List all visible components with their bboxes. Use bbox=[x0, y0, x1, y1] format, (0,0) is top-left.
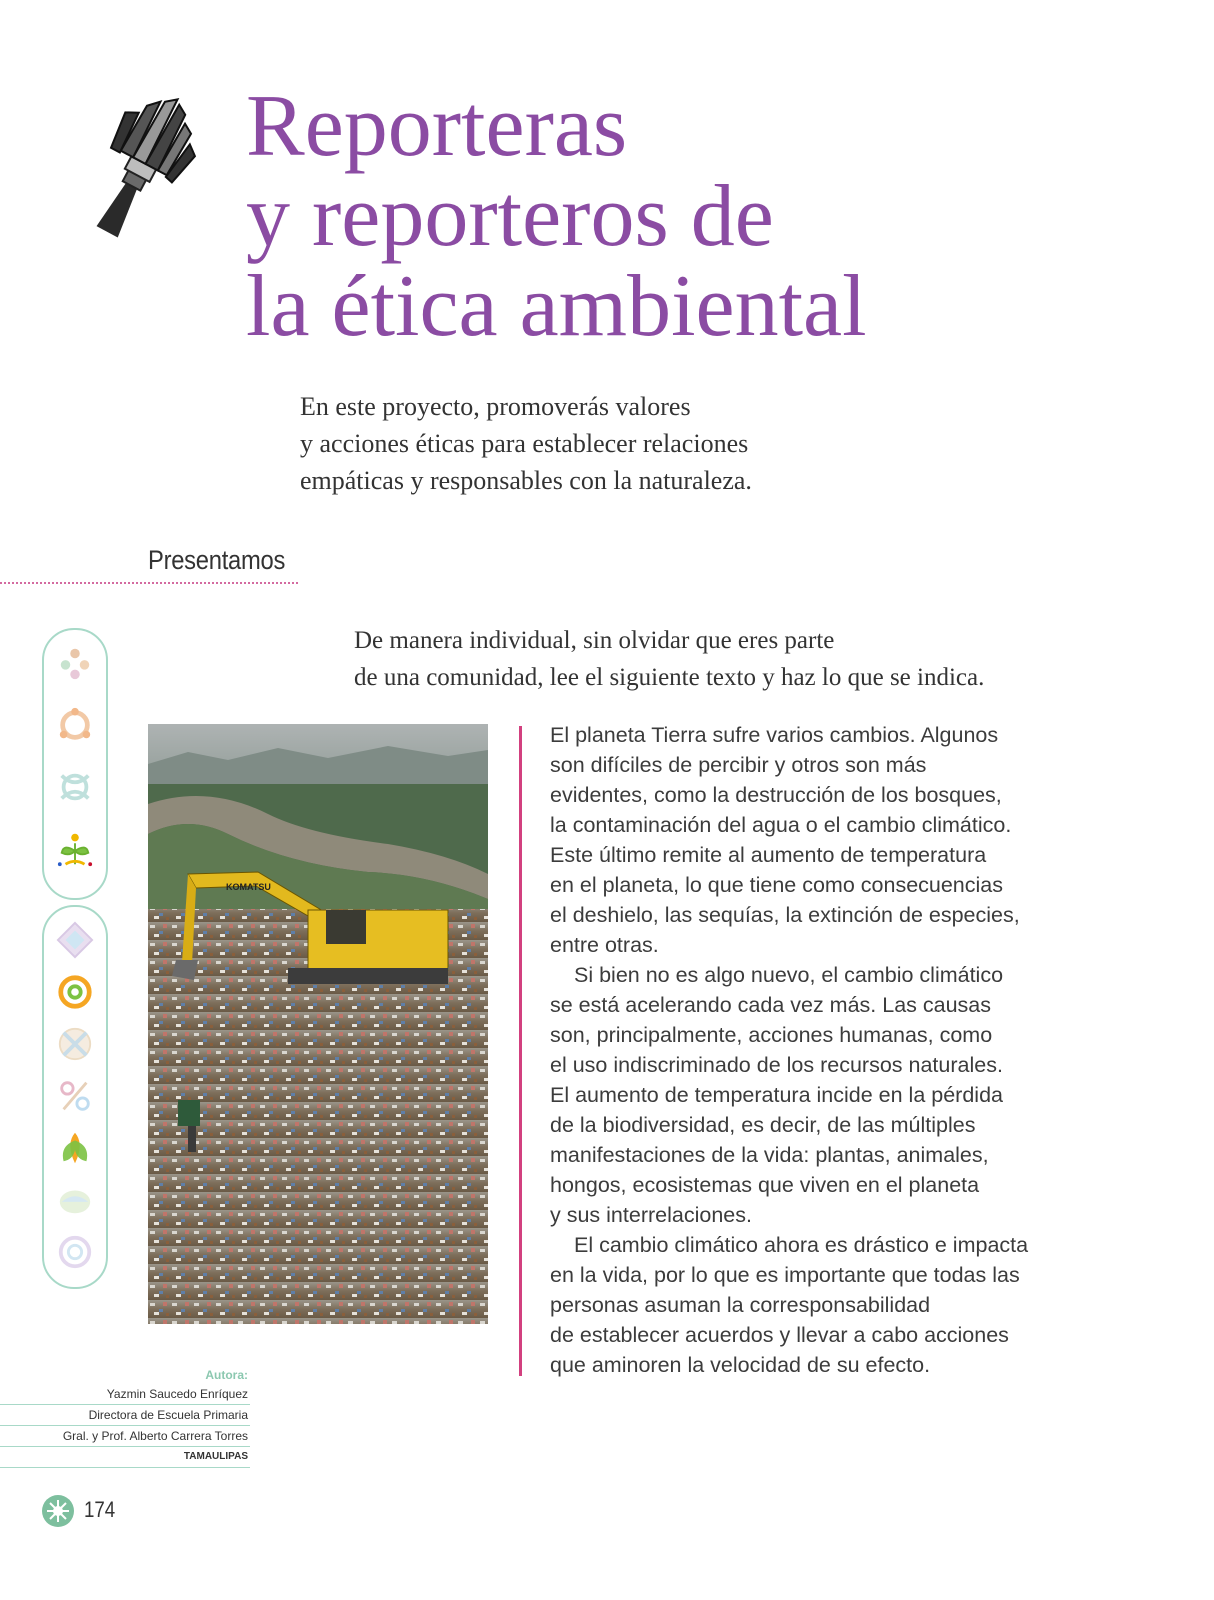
title-line-3: la ética ambiental bbox=[246, 258, 867, 355]
body-line: se está acelerando cada vez más. Las causas bbox=[550, 993, 992, 1017]
compass-icon bbox=[56, 1025, 94, 1063]
circle-icon bbox=[56, 1233, 94, 1271]
people-outline-icon bbox=[56, 768, 94, 806]
article-body bbox=[550, 720, 1070, 1380]
body-line: el deshielo, las sequías, la extinción de especies, bbox=[550, 903, 1020, 927]
instruction-line: De manera individual, sin olvidar que eres parte bbox=[354, 627, 835, 654]
body-line: la contaminación del agua o el cambio climático. bbox=[550, 813, 1012, 837]
intro-line: En este proyecto, promoverás valores bbox=[300, 392, 691, 421]
body-line: son, principalmente, acciones humanas, como bbox=[550, 1023, 993, 1047]
torch-icon bbox=[70, 90, 210, 250]
body-line: en el planeta, lo que tiene como consecuencias bbox=[550, 873, 1004, 897]
body-line: entre otras. bbox=[550, 933, 659, 957]
body-line: manifestaciones de la vida: plantas, animales, bbox=[550, 1143, 989, 1167]
section-divider bbox=[0, 582, 298, 584]
body-line: personas asuman la corresponsabilidad bbox=[550, 1293, 931, 1317]
body-line: y sus interrelaciones. bbox=[550, 1203, 752, 1227]
side-rail-bottom bbox=[42, 905, 108, 1289]
spiral-icon bbox=[56, 973, 94, 1011]
author-name: Yazmin Saucedo Enríquez bbox=[0, 1384, 250, 1405]
instruction-line: de una comunidad, lee el siguiente texto y haz lo que se indica. bbox=[354, 664, 985, 691]
body-line: que aminoren la velocidad de su efecto. bbox=[550, 1353, 931, 1377]
intro-line: empáticas y responsables con la naturaleza. bbox=[300, 466, 752, 495]
lotus-icon bbox=[56, 1129, 94, 1167]
body-line: El cambio climático ahora es drástico e impacta bbox=[574, 1233, 1029, 1257]
page-badge-icon bbox=[42, 1495, 74, 1527]
instruction-text bbox=[354, 622, 1074, 696]
author-role: Directora de Escuela Primaria bbox=[0, 1405, 250, 1426]
body-line: de la biodiversidad, es decir, de las múltiples bbox=[550, 1113, 976, 1137]
body-line: El planeta Tierra sufre varios cambios. Algunos bbox=[550, 723, 999, 747]
author-label: Autora: bbox=[205, 1368, 248, 1382]
community-icon bbox=[56, 644, 94, 682]
body-line: en la vida, por lo que es importante que todas las bbox=[550, 1263, 1020, 1287]
body-line: son difíciles de percibir y otros son más bbox=[550, 753, 927, 777]
page-title bbox=[246, 78, 1146, 355]
body-line: de establecer acuerdos y llevar a cabo acciones bbox=[550, 1323, 1009, 1347]
growth-figure-icon bbox=[56, 830, 94, 868]
author-state: TAMAULIPAS bbox=[0, 1447, 250, 1468]
column-divider bbox=[519, 726, 522, 1376]
side-rail-top bbox=[42, 628, 108, 900]
people-circle-icon bbox=[56, 706, 94, 744]
intro-line: y acciones éticas para establecer relaciones bbox=[300, 429, 749, 458]
globe-icon bbox=[56, 1181, 94, 1219]
body-line: Si bien no es algo nuevo, el cambio climático bbox=[574, 963, 1004, 987]
page-number: 174 bbox=[84, 1497, 116, 1522]
body-line: el uso indiscriminado de los recursos naturales. bbox=[550, 1053, 1003, 1077]
project-intro bbox=[300, 388, 940, 499]
body-line: El aumento de temperatura incide en la pérdida bbox=[550, 1083, 1003, 1107]
diamond-icon bbox=[56, 921, 94, 959]
title-line-1: Reporteras bbox=[246, 78, 628, 175]
landfill-photo bbox=[148, 724, 488, 1324]
author-credits bbox=[0, 1366, 250, 1468]
title-line-2: y reporteros de bbox=[246, 168, 774, 265]
body-line: Este último remite al aumento de temperatura bbox=[550, 843, 987, 867]
author-school: Gral. y Prof. Alberto Carrera Torres bbox=[0, 1426, 250, 1447]
excavator-brand: KOMATSU bbox=[226, 882, 271, 892]
body-line: hongos, ecosistemas que viven en el planeta bbox=[550, 1173, 980, 1197]
percent-icon bbox=[56, 1077, 94, 1115]
section-heading: Presentamos bbox=[148, 545, 286, 575]
body-line: evidentes, como la destrucción de los bosques, bbox=[550, 783, 1002, 807]
